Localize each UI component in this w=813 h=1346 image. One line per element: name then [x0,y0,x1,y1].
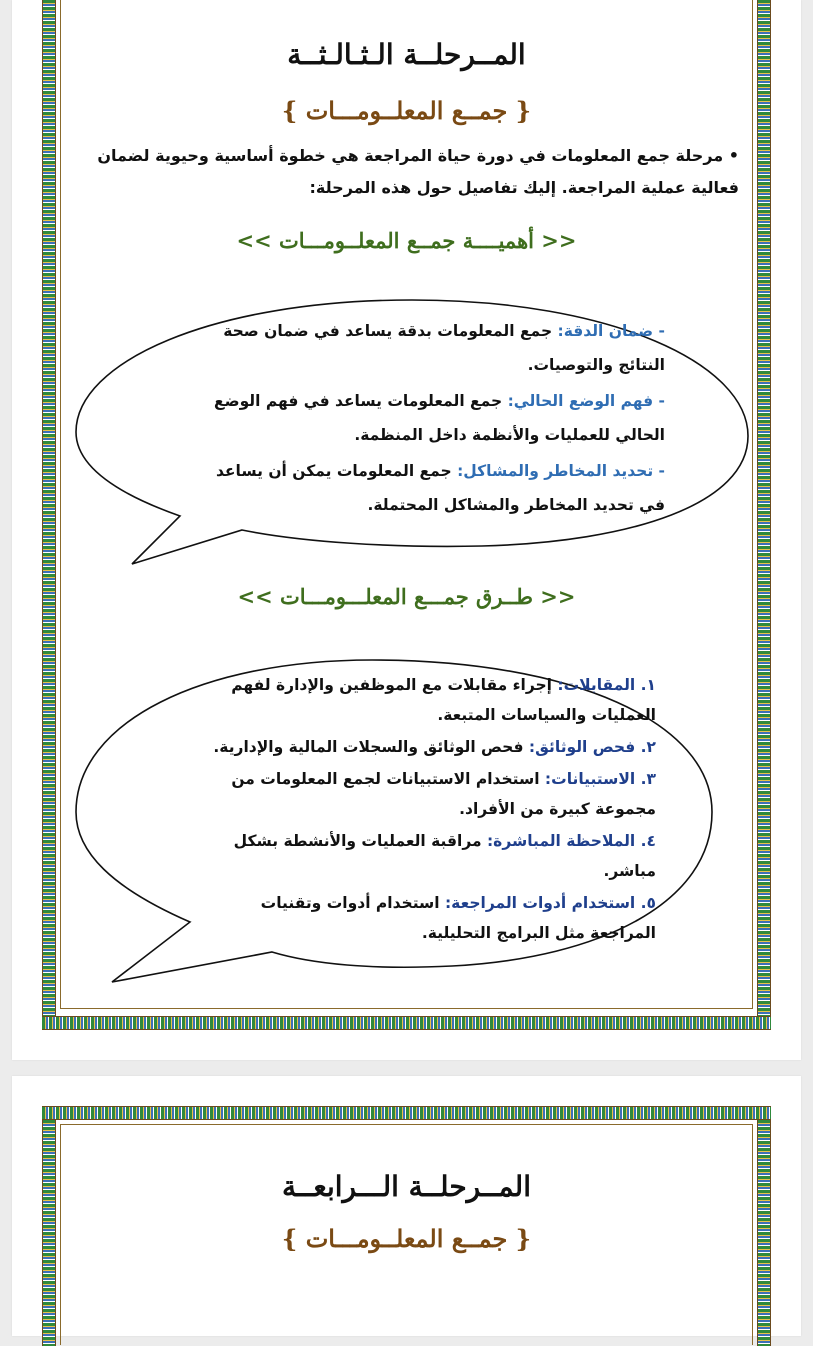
frame-border-top [42,1106,771,1120]
list-item [191,888,656,948]
list-item [213,454,665,522]
item-text: جمع المعلومات بدقة يساعد في ضمان صحة النتائج والتوصيات. [223,322,665,374]
list-item [213,314,665,382]
list-item [191,670,656,730]
frame-border-right [757,0,771,1018]
item-label: ٥. استخدام أدوات المراجعة: [444,894,656,912]
item-text: إجراء مقابلات مع الموظفين والإدارة لفهم العمليات والسياسات المتبعة. [231,676,656,724]
document-page-1 [12,0,801,1060]
item-label: ١. المقابلات: [557,676,656,694]
item-label: ٢. فحص الوثائق: [528,738,656,756]
document-page-2 [12,1076,801,1336]
methods-heading: << طــرق جمـــع المعلـــومـــات >> [237,584,576,609]
frame-border-bottom [42,1016,771,1030]
page-subtitle: { جمــع المعلــومـــات } [281,96,532,125]
page-title: المــرحلــة الـثـالـثــة [287,38,526,71]
item-label: ٣. الاستبيانات: [544,770,656,788]
item-text: جمع المعلومات يساعد في فهم الوضع الحالي للعمليات والأنظمة داخل المنظمة. [214,392,665,444]
list-item [191,826,656,886]
list-item [191,764,656,824]
list-item [213,384,665,452]
bullet-icon: • [728,146,739,165]
page-title: المــرحلــة الـــرابعــة [282,1170,531,1203]
list-item [191,732,656,762]
importance-list [213,314,665,524]
item-text: فحص الوثائق والسجلات المالية والإدارية. [213,738,529,756]
page-subtitle: { جمــع المعلــومـــات } [281,1224,532,1253]
item-text: مراقبة العمليات والأنشطة بشكل مباشر. [233,832,656,880]
methods-list [191,670,656,950]
intro-text: مرحلة جمع المعلومات في دورة حياة المراجعة هي خطوة أساسية وحيوية لضمان فعالية عملية المراجعة. إليك تفاصيل حول هذه المرحلة: [97,146,739,197]
item-text: استخدام أدوات وتقنيات المراجعة مثل البرامج التحليلية. [260,894,656,942]
frame-border-left [42,0,56,1018]
item-label: - ضمان الدقة: [557,322,665,340]
item-text: استخدام الاستبيانات لجمع المعلومات من مجموعة كبيرة من الأفراد. [231,770,656,818]
intro-paragraph [70,140,739,204]
item-text: جمع المعلومات يمكن أن يساعد في تحديد المخاطر والمشاكل المحتملة. [215,462,665,514]
item-label: - فهم الوضع الحالي: [507,392,665,410]
item-label: - تحديد المخاطر والمشاكل: [457,462,665,480]
item-label: ٤. الملاحظة المباشرة: [486,832,656,850]
importance-heading: << أهميــــة جمــع المعلــومـــات >> [236,228,577,253]
